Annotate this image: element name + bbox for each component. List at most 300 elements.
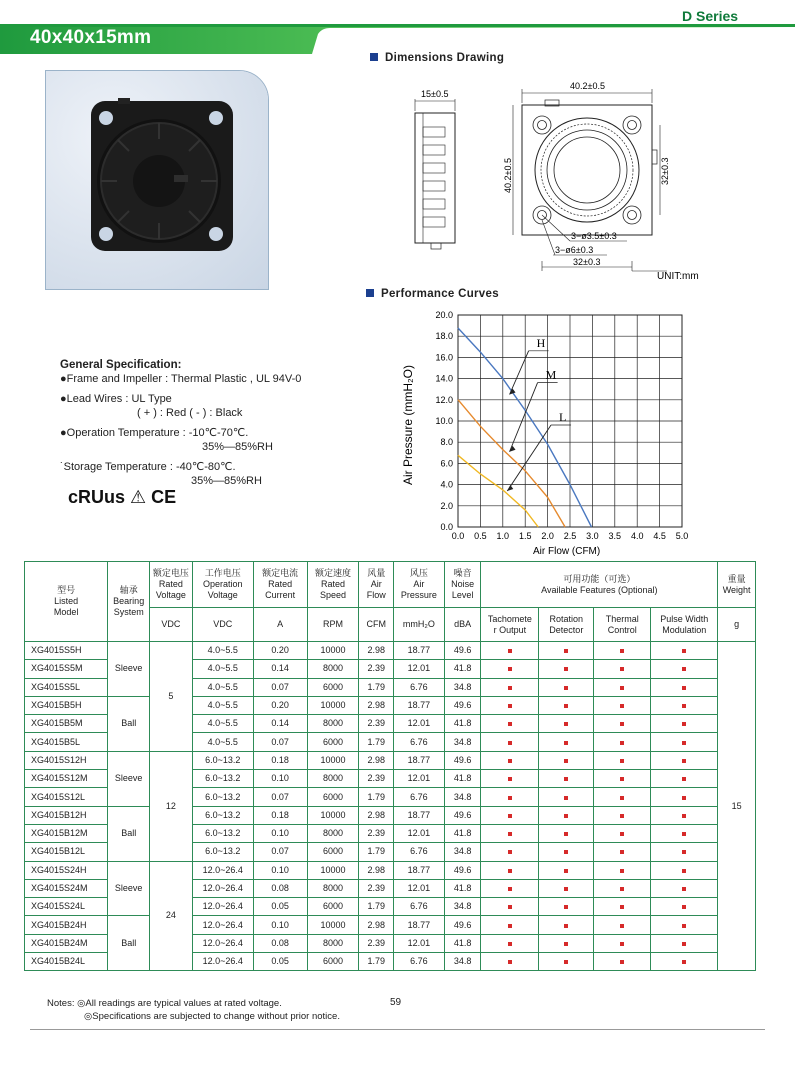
feature-marker-icon [682, 924, 686, 928]
feature-marker-icon [564, 759, 568, 763]
hole-spec-1: 3−ø3.5±0.3 [571, 231, 617, 241]
cell-air-pressure: 6.76 [394, 788, 445, 806]
feature-marker-icon [682, 649, 686, 653]
feature-marker-icon [508, 777, 512, 781]
dimensions-drawing [395, 75, 725, 285]
unit-noise: dBA [444, 608, 481, 642]
cell-air-flow: 2.98 [359, 751, 394, 769]
cell-bearing: Sleeve [108, 751, 150, 806]
cell-feature [481, 843, 539, 861]
cell-feature [594, 751, 651, 769]
cell-air-flow: 1.79 [359, 843, 394, 861]
unit-operation-voltage: VDC [192, 608, 253, 642]
cell-rated-speed: 8000 [307, 770, 359, 788]
feature-marker-icon [508, 869, 512, 873]
cell-model: XG4015S24L [25, 898, 108, 916]
cell-air-pressure: 18.77 [394, 916, 445, 934]
performance-heading: Performance Curves [366, 288, 499, 300]
cell-feature [539, 806, 594, 824]
cell-feature [594, 770, 651, 788]
page-title: 40x40x15mm [30, 27, 152, 48]
feature-marker-icon [564, 960, 568, 964]
feature-marker-icon [564, 796, 568, 800]
feature-marker-icon [620, 667, 624, 671]
cell-model: XG4015S12L [25, 788, 108, 806]
performance-chart [395, 305, 705, 560]
feature-marker-icon [508, 960, 512, 964]
cell-noise: 41.8 [444, 770, 481, 788]
arrow-head-icon [507, 485, 513, 491]
cell-model: XG4015S5M [25, 660, 108, 678]
cell-feature [594, 660, 651, 678]
cell-model: XG4015S5H [25, 642, 108, 660]
feature-marker-icon [508, 704, 512, 708]
feature-marker-icon [682, 942, 686, 946]
cell-rated-current: 0.07 [253, 843, 307, 861]
x-tick-label: 1.5 [518, 531, 532, 541]
feature-marker-icon [508, 832, 512, 836]
feature-marker-icon [620, 777, 624, 781]
cell-operation-voltage: 4.0~5.5 [192, 642, 253, 660]
feature-marker-icon [620, 759, 624, 763]
cell-noise: 41.8 [444, 660, 481, 678]
cell-noise: 49.6 [444, 806, 481, 824]
x-tick-label: 0.5 [474, 531, 487, 541]
col-rated-speed: 额定速度 Rated Speed [307, 562, 359, 608]
col-rated-voltage: 额定电压 Rated Voltage [150, 562, 193, 608]
col-tachometer: Tachomete r Output [481, 608, 539, 642]
cell-air-flow: 2.39 [359, 660, 394, 678]
cell-air-pressure: 18.77 [394, 806, 445, 824]
feature-marker-icon [564, 777, 568, 781]
cell-feature [651, 660, 718, 678]
cell-feature [539, 788, 594, 806]
cell-rated-current: 0.14 [253, 660, 307, 678]
feature-marker-icon [682, 905, 686, 909]
cell-feature [594, 806, 651, 824]
cell-noise: 34.8 [444, 898, 481, 916]
series-label: H [536, 335, 546, 350]
page-number: 59 [390, 997, 402, 1008]
feature-marker-icon [508, 924, 512, 928]
cell-feature [539, 843, 594, 861]
footer-divider [30, 1029, 765, 1030]
feature-marker-icon [682, 850, 686, 854]
series-label: D Series [682, 8, 739, 24]
spec-operation-temp: ●Operation Temperature : -10℃-70℃. [60, 427, 249, 439]
cell-rated-speed: 6000 [307, 898, 359, 916]
table-row [25, 751, 756, 769]
table-row [25, 696, 756, 714]
spec-storage-humidity: 35%—85%RH [191, 475, 262, 487]
cell-feature [594, 788, 651, 806]
cell-feature [481, 642, 539, 660]
cell-feature [651, 861, 718, 879]
cell-operation-voltage: 4.0~5.5 [192, 715, 253, 733]
certification-logos: cRUus ⚠ CE [68, 487, 177, 507]
cell-air-pressure: 12.01 [394, 660, 445, 678]
cell-noise: 49.6 [444, 916, 481, 934]
cell-rated-current: 0.20 [253, 642, 307, 660]
cell-air-pressure: 18.77 [394, 861, 445, 879]
cell-operation-voltage: 4.0~5.5 [192, 696, 253, 714]
cell-bearing: Sleeve [108, 861, 150, 916]
cell-feature [481, 678, 539, 696]
cell-rated-speed: 8000 [307, 934, 359, 952]
feature-marker-icon [508, 667, 512, 671]
feature-marker-icon [620, 942, 624, 946]
dim-height-label: 40.2±0.5 [503, 158, 513, 193]
feature-marker-icon [682, 887, 686, 891]
cell-feature [539, 642, 594, 660]
x-tick-label: 0.0 [451, 531, 465, 541]
cell-noise: 41.8 [444, 715, 481, 733]
cell-feature [651, 824, 718, 842]
unit-air-pressure: mmH₂O [394, 608, 445, 642]
product-photo-frame [45, 70, 269, 290]
cell-operation-voltage: 6.0~13.2 [192, 751, 253, 769]
y-tick-label: 18.0 [435, 331, 453, 342]
cell-model: XG4015B5H [25, 696, 108, 714]
x-tick-label: 3.0 [586, 531, 599, 541]
cell-noise: 34.8 [444, 953, 481, 971]
cell-noise: 34.8 [444, 788, 481, 806]
spec-lead-wires: ●Lead Wires : UL Type [60, 393, 172, 405]
cell-air-flow: 2.39 [359, 934, 394, 952]
cell-model: XG4015B24M [25, 934, 108, 952]
y-tick-label: 0.0 [440, 522, 453, 532]
cell-feature [594, 879, 651, 897]
cell-feature [594, 953, 651, 971]
cell-feature [481, 916, 539, 934]
cell-rated-speed: 10000 [307, 916, 359, 934]
col-noise: 噪音 Noise Level [444, 562, 481, 608]
cell-feature [651, 898, 718, 916]
feature-marker-icon [508, 741, 512, 745]
cell-operation-voltage: 12.0~26.4 [192, 934, 253, 952]
cell-model: XG4015B24L [25, 953, 108, 971]
feature-marker-icon [682, 960, 686, 964]
cell-operation-voltage: 6.0~13.2 [192, 788, 253, 806]
cell-rated-speed: 10000 [307, 861, 359, 879]
cell-rated-current: 0.10 [253, 916, 307, 934]
col-thermal-control: Thermal Control [594, 608, 651, 642]
cell-feature [651, 696, 718, 714]
cell-rated-speed: 6000 [307, 788, 359, 806]
col-operation-voltage: 工作电压 Operation Voltage [192, 562, 253, 608]
cell-model: XG4015S24H [25, 861, 108, 879]
cell-operation-voltage: 6.0~13.2 [192, 806, 253, 824]
feature-marker-icon [564, 905, 568, 909]
cell-feature [539, 879, 594, 897]
feature-marker-icon [564, 649, 568, 653]
cell-model: XG4015B12L [25, 843, 108, 861]
spec-frame: ●Frame and Impeller : Thermal Plastic , UL 94V-0 [60, 373, 302, 385]
series-line-H [458, 328, 592, 527]
cell-air-flow: 2.98 [359, 861, 394, 879]
feature-marker-icon [682, 667, 686, 671]
cell-feature [481, 788, 539, 806]
col-rated-current: 额定电流 Rated Current [253, 562, 307, 608]
col-rotation-detector: Rotation Detector [539, 608, 594, 642]
cell-feature [539, 898, 594, 916]
cell-rated-speed: 6000 [307, 843, 359, 861]
spec-title: General Specification: [60, 359, 182, 371]
cell-air-flow: 1.79 [359, 678, 394, 696]
cell-rated-current: 0.05 [253, 953, 307, 971]
cell-operation-voltage: 6.0~13.2 [192, 770, 253, 788]
cell-model: XG4015B24H [25, 916, 108, 934]
feature-marker-icon [564, 814, 568, 818]
feature-marker-icon [564, 887, 568, 891]
cell-rated-current: 0.10 [253, 770, 307, 788]
feature-marker-icon [508, 796, 512, 800]
feature-marker-icon [682, 722, 686, 726]
feature-marker-icon [564, 686, 568, 690]
col-weight: 重量 Weight [718, 562, 756, 608]
col-air-flow: 风量 Air Flow [359, 562, 394, 608]
x-tick-label: 1.0 [496, 531, 510, 541]
series-label: M [545, 367, 557, 382]
cell-air-flow: 2.98 [359, 696, 394, 714]
cell-feature [651, 788, 718, 806]
cell-bearing: Sleeve [108, 642, 150, 697]
x-tick-label: 2.0 [541, 531, 554, 541]
cell-rated-speed: 8000 [307, 660, 359, 678]
col-features: 可用功能（可选） Available Features (Optional) [481, 562, 718, 608]
feature-marker-icon [620, 924, 624, 928]
unit-label: UNIT:mm [657, 271, 699, 282]
cell-feature [481, 715, 539, 733]
table-row [25, 642, 756, 660]
cell-feature [594, 715, 651, 733]
cell-rated-speed: 8000 [307, 824, 359, 842]
y-tick-label: 16.0 [435, 352, 453, 363]
cell-feature [651, 678, 718, 696]
cell-air-flow: 1.79 [359, 788, 394, 806]
y-tick-label: 14.0 [435, 373, 453, 384]
y-tick-label: 2.0 [440, 500, 453, 511]
cell-feature [651, 770, 718, 788]
cell-rated-speed: 6000 [307, 733, 359, 751]
feature-marker-icon [682, 686, 686, 690]
table-row [25, 861, 756, 879]
cell-rated-speed: 8000 [307, 715, 359, 733]
series-label: L [559, 410, 567, 424]
cell-air-flow: 2.39 [359, 824, 394, 842]
cell-feature [594, 861, 651, 879]
cell-model: XG4015S12H [25, 751, 108, 769]
chart-y-axis-label: Air Pressure (mmH₂O) [401, 365, 415, 485]
feature-marker-icon [620, 796, 624, 800]
note-2: ◎Specifications are subjected to change without prior notice. [84, 1011, 340, 1022]
cell-feature [594, 916, 651, 934]
cell-air-pressure: 12.01 [394, 715, 445, 733]
cell-feature [539, 715, 594, 733]
feature-marker-icon [564, 869, 568, 873]
y-tick-label: 10.0 [435, 416, 453, 426]
y-tick-label: 4.0 [440, 479, 453, 490]
feature-marker-icon [682, 814, 686, 818]
cell-air-pressure: 12.01 [394, 824, 445, 842]
cell-feature [481, 806, 539, 824]
cell-rated-current: 0.14 [253, 715, 307, 733]
cell-noise: 49.6 [444, 696, 481, 714]
cell-feature [539, 696, 594, 714]
cell-air-flow: 2.98 [359, 916, 394, 934]
spec-table [24, 561, 756, 971]
cell-rated-speed: 6000 [307, 953, 359, 971]
cell-feature [481, 953, 539, 971]
unit-air-flow: CFM [359, 608, 394, 642]
col-pwm: Pulse Width Modulation [651, 608, 718, 642]
feature-marker-icon [508, 649, 512, 653]
cell-feature [539, 770, 594, 788]
cell-air-flow: 2.39 [359, 879, 394, 897]
cell-feature [481, 861, 539, 879]
cell-air-pressure: 12.01 [394, 934, 445, 952]
series-line-L [458, 455, 538, 527]
feature-marker-icon [564, 704, 568, 708]
feature-marker-icon [620, 649, 624, 653]
col-air-pressure: 风压 Air Pressure [394, 562, 445, 608]
cell-model: XG4015B12H [25, 806, 108, 824]
spec-operation-humidity: 35%—85%RH [202, 441, 273, 453]
cell-operation-voltage: 4.0~5.5 [192, 733, 253, 751]
cell-air-pressure: 6.76 [394, 843, 445, 861]
cell-operation-voltage: 4.0~5.5 [192, 678, 253, 696]
unit-rated-voltage: VDC [150, 608, 193, 642]
feature-marker-icon [682, 832, 686, 836]
feature-marker-icon [508, 887, 512, 891]
unit-rated-speed: RPM [307, 608, 359, 642]
feature-marker-icon [564, 832, 568, 836]
feature-marker-icon [620, 960, 624, 964]
cell-noise: 49.6 [444, 642, 481, 660]
cell-feature [594, 934, 651, 952]
cell-operation-voltage: 6.0~13.2 [192, 824, 253, 842]
feature-marker-icon [620, 704, 624, 708]
dim-hole-spacing-h: 32±0.3 [573, 257, 601, 267]
cell-feature [539, 733, 594, 751]
annotation-arrow [507, 425, 551, 491]
cell-model: XG4015B5L [25, 733, 108, 751]
cell-noise: 49.6 [444, 861, 481, 879]
spec-lead-colors: ( + ) : Red ( - ) : Black [137, 407, 243, 419]
cell-feature [594, 843, 651, 861]
cell-rated-current: 0.08 [253, 879, 307, 897]
cell-operation-voltage: 12.0~26.4 [192, 861, 253, 879]
y-tick-label: 20.0 [435, 310, 453, 320]
cell-weight: 15 [718, 642, 756, 971]
notes [47, 997, 340, 1023]
y-tick-label: 12.0 [435, 394, 453, 405]
cell-air-pressure: 6.76 [394, 953, 445, 971]
cell-air-flow: 1.79 [359, 953, 394, 971]
cell-noise: 41.8 [444, 824, 481, 842]
chart-x-axis-label: Air Flow (CFM) [533, 546, 601, 557]
cell-rated-current: 0.18 [253, 751, 307, 769]
note-1: Notes: ◎All readings are typical values at rated voltage. [47, 998, 282, 1009]
cell-feature [594, 824, 651, 842]
cell-bearing: Ball [108, 806, 150, 861]
cell-air-pressure: 18.77 [394, 642, 445, 660]
cell-feature [539, 934, 594, 952]
cell-noise: 34.8 [444, 843, 481, 861]
spec-storage-temp: ˙Storage Temperature : -40℃-80℃. [60, 461, 236, 473]
x-tick-label: 5.0 [675, 531, 689, 541]
cell-air-pressure: 6.76 [394, 678, 445, 696]
cell-bearing: Ball [108, 916, 150, 971]
feature-marker-icon [620, 850, 624, 854]
unit-weight: g [718, 608, 756, 642]
feature-marker-icon [564, 722, 568, 726]
cell-rated-current: 0.10 [253, 824, 307, 842]
cell-operation-voltage: 12.0~26.4 [192, 898, 253, 916]
cell-rated-current: 0.20 [253, 696, 307, 714]
cell-feature [594, 678, 651, 696]
cell-rated-current: 0.07 [253, 678, 307, 696]
cell-model: XG4015S5L [25, 678, 108, 696]
cell-model: XG4015B12M [25, 824, 108, 842]
cell-air-flow: 2.39 [359, 715, 394, 733]
cell-rated-speed: 10000 [307, 806, 359, 824]
cell-rated-current: 0.07 [253, 788, 307, 806]
cell-feature [651, 916, 718, 934]
feature-marker-icon [508, 722, 512, 726]
feature-marker-icon [508, 686, 512, 690]
table-row [25, 916, 756, 934]
cell-feature [594, 898, 651, 916]
cell-feature [481, 696, 539, 714]
cell-rated-current: 0.10 [253, 861, 307, 879]
feature-marker-icon [682, 741, 686, 745]
feature-marker-icon [508, 942, 512, 946]
cell-noise: 34.8 [444, 733, 481, 751]
cell-rated-speed: 10000 [307, 751, 359, 769]
cell-feature [539, 824, 594, 842]
cell-operation-voltage: 4.0~5.5 [192, 660, 253, 678]
y-tick-label: 6.0 [440, 458, 453, 469]
cell-rated-speed: 6000 [307, 678, 359, 696]
feature-marker-icon [508, 759, 512, 763]
cell-air-pressure: 6.76 [394, 898, 445, 916]
cell-feature [539, 916, 594, 934]
feature-marker-icon [620, 814, 624, 818]
feature-marker-icon [564, 924, 568, 928]
cell-rated-current: 0.18 [253, 806, 307, 824]
feature-marker-icon [620, 741, 624, 745]
x-tick-label: 2.5 [563, 531, 577, 541]
feature-marker-icon [620, 905, 624, 909]
cell-noise: 34.8 [444, 678, 481, 696]
cell-air-pressure: 6.76 [394, 733, 445, 751]
cell-rated-current: 0.07 [253, 733, 307, 751]
cell-rated-speed: 10000 [307, 696, 359, 714]
feature-marker-icon [682, 796, 686, 800]
feature-marker-icon [508, 814, 512, 818]
feature-marker-icon [508, 850, 512, 854]
x-tick-label: 4.5 [653, 531, 666, 541]
cell-feature [651, 733, 718, 751]
cell-rated-voltage: 24 [150, 861, 193, 971]
cell-rated-speed: 10000 [307, 642, 359, 660]
cell-feature [594, 696, 651, 714]
general-specification [60, 358, 301, 488]
col-bearing: 轴承 Bearing System [108, 562, 150, 642]
unit-rated-current: A [253, 608, 307, 642]
feature-marker-icon [620, 722, 624, 726]
